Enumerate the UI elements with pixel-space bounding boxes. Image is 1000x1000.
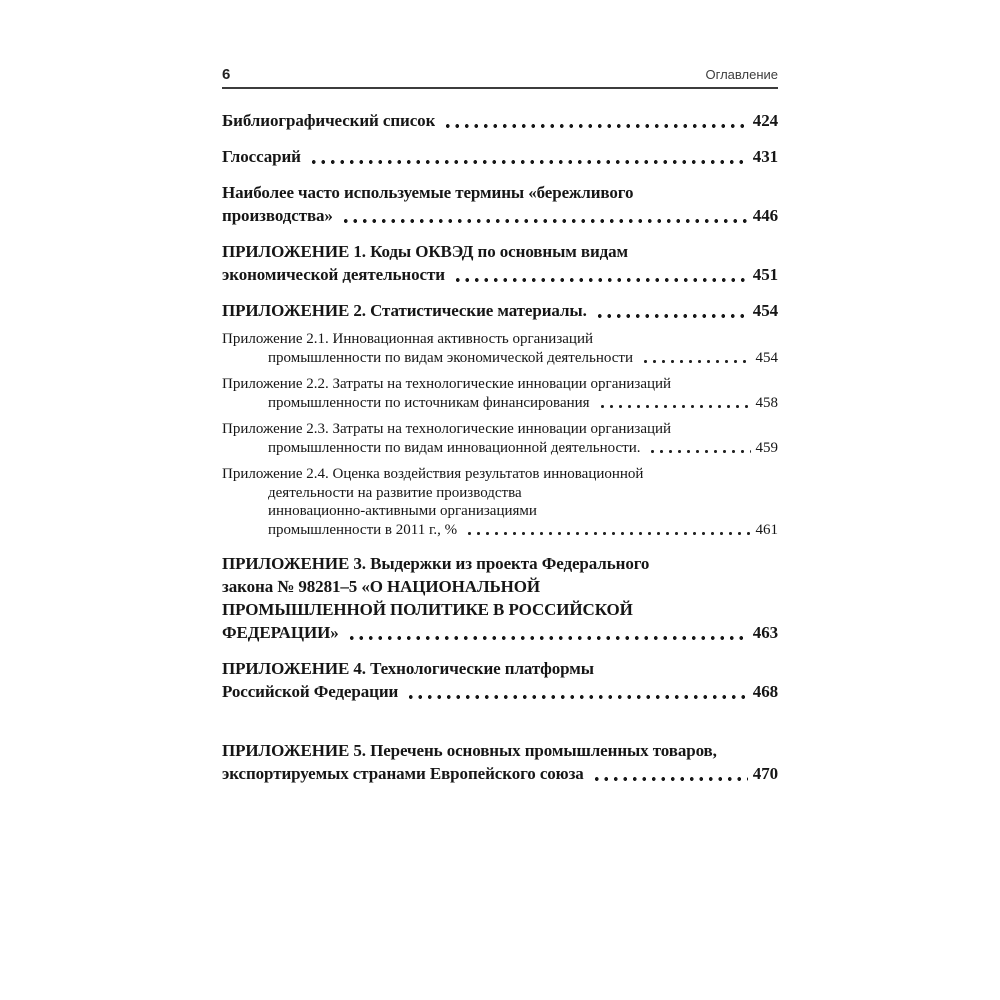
- toc-entry-line: Наиболее часто используемые термины «бережливого: [222, 183, 634, 202]
- toc-entry: [222, 657, 778, 703]
- toc-page-number: 431: [752, 147, 778, 166]
- toc-entry-line: [222, 521, 778, 540]
- toc-page-number: 446: [752, 206, 778, 225]
- toc-page-number: 468: [752, 682, 778, 701]
- header-running-title: Оглавление: [705, 67, 778, 82]
- toc-entry-line: [222, 145, 778, 168]
- toc-entry-text: производства»: [222, 206, 333, 225]
- toc-entry-line: Приложение 2.2. Затраты на технологические инновации организаций: [222, 376, 672, 392]
- toc-entry: [222, 145, 778, 168]
- toc-entry: [222, 330, 778, 367]
- toc-page-number: 424: [752, 111, 778, 130]
- dot-leader: [441, 109, 748, 132]
- toc-entry-line: [222, 263, 778, 286]
- toc-entry-text: промышленности по видам экономической деятельности: [268, 349, 633, 366]
- toc-entry-line: ПРИЛОЖЕНИЕ 3. Выдержки из проекта Федерального: [222, 554, 650, 573]
- toc-entry-line: деятельности на развитие производства: [268, 484, 522, 501]
- toc-entry: [222, 739, 778, 785]
- header-page-number: 6: [222, 66, 231, 83]
- toc-page-number: 451: [752, 265, 778, 284]
- toc-page-number: 454: [752, 301, 778, 320]
- table-of-contents: [222, 109, 778, 785]
- toc-entry: [222, 181, 778, 227]
- toc-entry-text: Российской Федерации: [222, 682, 399, 701]
- toc-entry-line: ПРОМЫШЛЕННОЙ ПОЛИТИКЕ В РОССИЙСКОЙ: [222, 600, 633, 619]
- toc-entry-line: [222, 109, 778, 132]
- toc-entry-line: Приложение 2.4. Оценка воздействия результатов инновационной: [222, 466, 644, 482]
- toc-entry: [222, 375, 778, 412]
- toc-entry-text: экономической деятельности: [222, 265, 445, 284]
- toc-entry-line: Приложение 2.3. Затраты на технологические инновации организаций: [222, 421, 672, 437]
- toc-entry-line: ПРИЛОЖЕНИЕ 4. Технологические платформы: [222, 659, 594, 678]
- toc-entry-line: закона № 98281–5 «О НАЦИОНАЛЬНОЙ: [222, 577, 541, 596]
- toc-entry-line: [222, 349, 778, 368]
- toc-entry-text: промышленности по источникам финансирования: [268, 394, 590, 411]
- toc-entry-line: [222, 762, 778, 785]
- running-header: [222, 66, 778, 89]
- toc-entry-line: [222, 621, 778, 644]
- page-content: [222, 66, 778, 785]
- toc-page-number: 458: [755, 394, 778, 411]
- toc-entry-line: Приложение 2.1. Инновационная активность организаций: [222, 331, 594, 347]
- toc-entry-line: [222, 439, 778, 458]
- toc-page-number: 459: [755, 439, 778, 456]
- toc-entry: [222, 465, 778, 539]
- toc-entry-text: Глоссарий: [222, 147, 301, 166]
- toc-page-number: 461: [755, 521, 778, 538]
- toc-entry: [222, 299, 778, 322]
- toc-entry-text: ФЕДЕРАЦИИ»: [222, 623, 339, 642]
- dot-leader: [590, 762, 748, 785]
- dot-leader: [345, 621, 748, 644]
- toc-entry: [222, 420, 778, 457]
- dot-leader: [451, 263, 748, 286]
- toc-entry-text: промышленности в 2011 г., %: [268, 521, 458, 538]
- dot-leader: [307, 145, 748, 168]
- dot-leader: [646, 439, 750, 458]
- dot-leader: [463, 521, 750, 540]
- toc-page-number: 470: [752, 764, 778, 783]
- dot-leader: [593, 299, 748, 322]
- toc-entry: [222, 109, 778, 132]
- dot-leader: [404, 680, 748, 703]
- toc-entry-text: экспортируемых странами Европейского союза: [222, 764, 584, 783]
- toc-entry: [222, 552, 778, 644]
- toc-entry-line: ПРИЛОЖЕНИЕ 1. Коды ОКВЭД по основным видам: [222, 242, 629, 261]
- toc-entry-line: [222, 394, 778, 413]
- dot-leader: [639, 349, 751, 368]
- toc-entry-line: [222, 299, 778, 322]
- toc-entry-line: [222, 204, 778, 227]
- toc-entry: [222, 240, 778, 286]
- toc-entry-line: инновационно-активными организациями: [268, 503, 537, 519]
- toc-page-number: 454: [755, 349, 778, 366]
- toc-entry-text: Библиографический список: [222, 111, 436, 130]
- toc-page-number: 463: [752, 623, 778, 642]
- toc-entry-text: ПРИЛОЖЕНИЕ 2. Статистические материалы.: [222, 301, 587, 320]
- toc-entry-text: промышленности по видам инновационной деятельности.: [268, 439, 641, 456]
- dot-leader: [596, 394, 751, 413]
- toc-entry-line: [222, 680, 778, 703]
- dot-leader: [339, 204, 748, 227]
- toc-entry-line: ПРИЛОЖЕНИЕ 5. Перечень основных промышленных товаров,: [222, 741, 717, 760]
